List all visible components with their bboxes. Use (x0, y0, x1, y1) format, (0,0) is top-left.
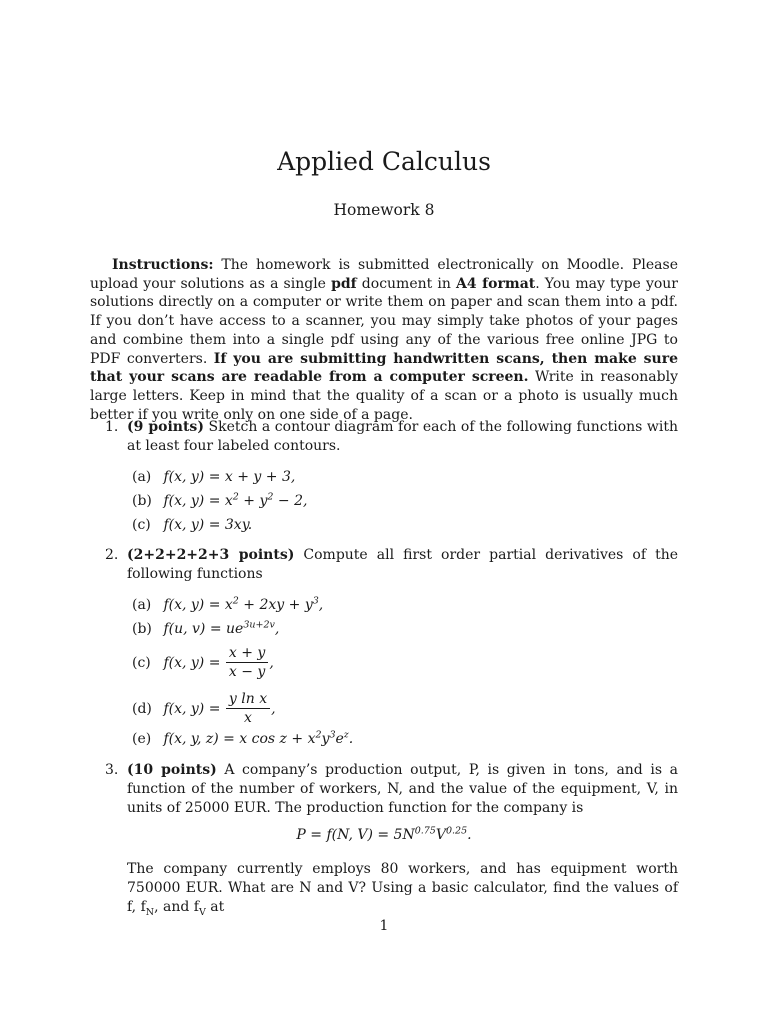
part-label: (d) (132, 700, 152, 717)
problem-points: (2+2+2+2+3 points) (127, 547, 295, 563)
pdf-emphasis: pdf (331, 275, 357, 292)
a4-format-emphasis: A4 format (456, 275, 536, 292)
math-expression: f(x, y) = 3xy. (163, 517, 253, 533)
math-expression: f(x, y, z) = x $\cos z + x^2y^3e^z$. (163, 729, 354, 747)
math-expression: f(x, y) = $\frac{x + y}{x - y}$ , (163, 645, 274, 680)
math-expression: f(x, y) = $\frac{\text{y ln x}}{x}$ , (163, 691, 276, 726)
instructions-text: document in (356, 275, 456, 292)
fraction: $\frac{x + y}{x - y}$ (226, 644, 268, 681)
problem-1-part-c (132, 516, 252, 535)
problem-text: Sketch a contour diagram for each of the following functions with at least four labeled contours. (127, 419, 678, 454)
production-function-formula: P = f(N, $V) = 5N^{0.75}V^{0.25}$. (296, 825, 472, 843)
instructions-label: Instructions: (112, 257, 214, 273)
problem-text: at (205, 899, 225, 915)
fraction: $\frac{\text{y ln x}}{x}$ (226, 690, 270, 727)
math-expression: f(u, $v) = ue^{3u+2v}$, (163, 619, 280, 637)
problem-text: , and f (154, 899, 199, 915)
problem-2-part-a (132, 596, 323, 615)
part-label: (e) (132, 731, 152, 747)
problem-3-continued (90, 860, 678, 917)
part-label: (a) (132, 597, 152, 613)
problem-2-part-c (132, 644, 274, 681)
problem-text: The company currently employs 80 workers, and has equipment worth 750000 EUR. What are N and V? Using a basic calculator, find the values of f, f (127, 861, 678, 915)
problem-3 (90, 761, 678, 818)
math-expression: f(x, $y) = x^2 + 2xy + y^3$, (163, 595, 324, 613)
part-label: (c) (132, 517, 151, 533)
problem-points: (9 points) (127, 419, 204, 435)
document-title: Applied Calculus (277, 147, 491, 176)
instructions-paragraph (90, 256, 678, 424)
page-number: 1 (379, 918, 389, 934)
part-label: (c) (132, 654, 151, 671)
problem-number: 1. (105, 419, 119, 435)
problem-points: (10 points) (127, 762, 217, 778)
math-expression: f(x, y) = x + y + 3, (163, 469, 296, 485)
instructions-text: Write in reasonably large letters. Keep in mind that the quality of a scan or a photo is usually much better if you write only on one side of a page. (90, 369, 678, 423)
problem-text: A company’s production output, P, is given in tons, and is a function of the number of workers, N, and the value of the equipment, V, in units of 25000 EUR. The production function for the company is (127, 762, 678, 816)
problem-number: 2. (105, 547, 119, 563)
problem-text: Compute all first order partial derivatives of the following functions (127, 547, 678, 582)
subscript: N (145, 906, 155, 918)
math-expression: f(x, $y) = x^2 + y^2 - 2$, (163, 491, 308, 509)
instructions-text: The homework is submitted electronically on Moodle. Please upload your solutions as a single (90, 257, 678, 292)
part-label: (b) (132, 493, 152, 509)
problem-1-part-a (132, 468, 295, 487)
problem-1-part-b (132, 492, 307, 511)
instructions-text: . You may type your solutions directly on a computer or write them on paper and scan them into a pdf. If you don’t have access to a scanner, you may simply take photos of your pages and combine them into a single pdf using any of the various free online JPG to PDF converters. (90, 275, 678, 367)
problem-2-part-d (132, 690, 276, 727)
document-subtitle: Homework 8 (333, 201, 435, 219)
part-label: (b) (132, 621, 152, 637)
problem-2-part-e (132, 730, 353, 749)
problem-number: 3. (105, 762, 119, 778)
problem-1 (90, 418, 678, 456)
scan-warning-emphasis: If you are submitting handwritten scans, then make sure that your scans are readable from a computer screen. (90, 350, 679, 386)
part-label: (a) (132, 469, 152, 485)
problem-2 (90, 546, 678, 584)
subscript: V (198, 906, 206, 918)
problem-2-part-b (132, 620, 279, 639)
